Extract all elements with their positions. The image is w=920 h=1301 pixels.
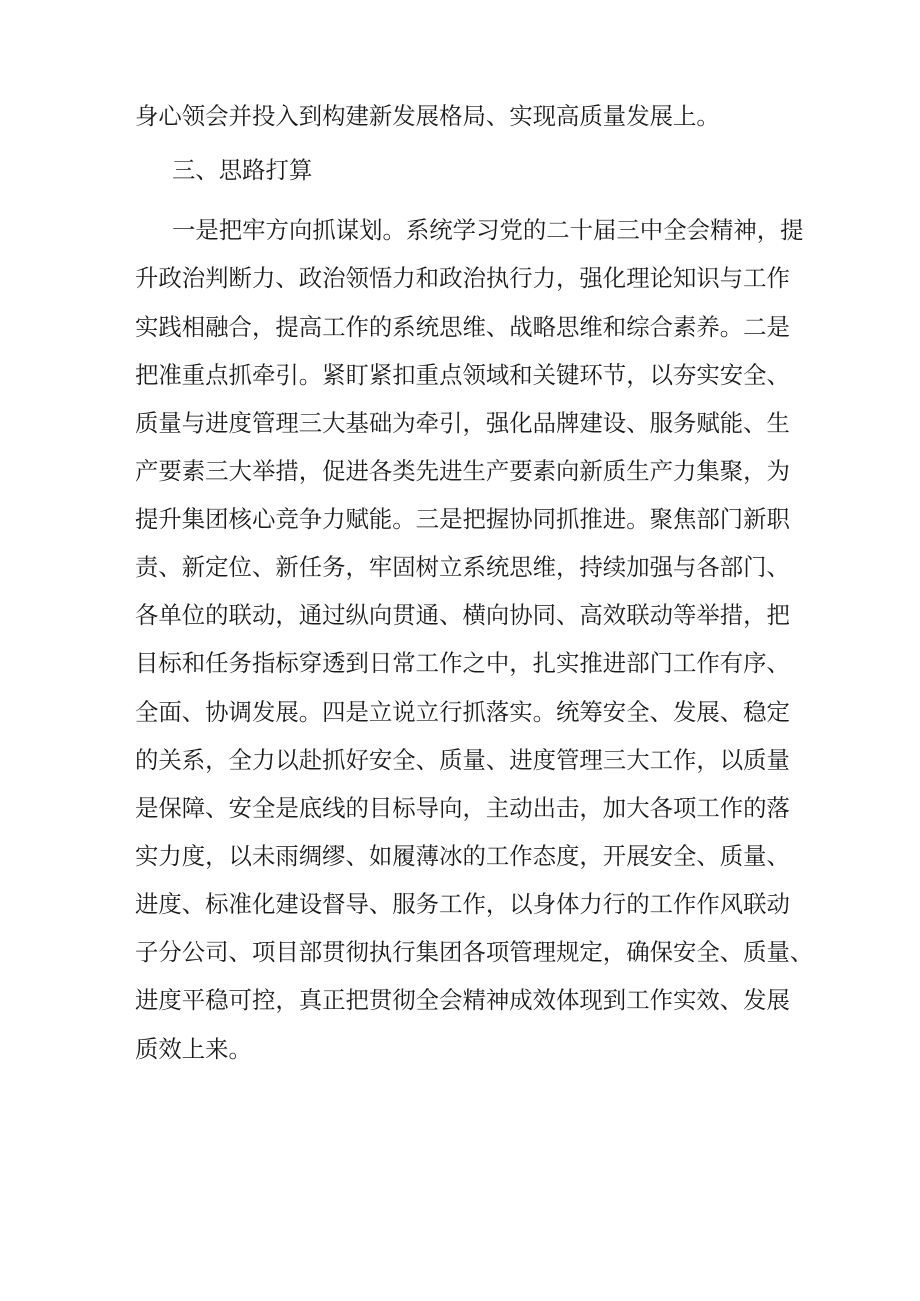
paragraph-line: 产要素三大举措，促进各类先进生产要素向新质生产力集聚，为: [135, 457, 790, 485]
paragraph-line: 实力度，以未雨绸缪、如履薄冰的工作态度，开展安全、质量、: [135, 842, 790, 870]
paragraph-line: 一是把牢方向抓谋划。系统学习党的二十届三中全会精神，提: [172, 216, 804, 244]
paragraph-line: 的关系，全力以赴抓好安全、质量、进度管理三大工作，以质量: [135, 746, 790, 774]
paragraph-line: 责、新定位、新任务，牢固树立系统思维，持续加强与各部门、: [135, 553, 790, 581]
section-heading: 三、思路打算: [172, 156, 313, 184]
paragraph-line: 进度平稳可控，真正把贯彻全会精神成效体现到工作实效、发展: [135, 986, 790, 1014]
paragraph-line: 是保障、安全是底线的目标导向，主动出击，加大各项工作的落: [135, 794, 790, 822]
paragraph-line: 质量与进度管理三大基础为牵引，强化品牌建设、服务赋能、生: [135, 409, 790, 437]
paragraph-line: 把准重点抓牵引。紧盯紧扣重点领域和关键环节，以夯实安全、: [135, 361, 790, 389]
paragraph-line: 进度、标准化建设督导、服务工作，以身体力行的工作作风联动: [135, 890, 790, 918]
paragraph-line: 子分公司、项目部贯彻执行集团各项管理规定，确保安全、质量、: [135, 938, 814, 966]
paragraph-line: 目标和任务指标穿透到日常工作之中，扎实推进部门工作有序、: [135, 649, 790, 677]
paragraph-line: 各单位的联动，通过纵向贯通、横向协同、高效联动等举措，把: [135, 601, 790, 629]
paragraph-line: 升政治判断力、政治领悟力和政治执行力，强化理论知识与工作: [135, 264, 790, 292]
paragraph-line: 身心领会并投入到构建新发展格局、实现高质量发展上。: [135, 102, 720, 130]
paragraph-line: 提升集团核心竞争力赋能。三是把握协同抓推进。聚焦部门新职: [135, 505, 790, 533]
paragraph-line: 全面、协调发展。四是立说立行抓落实。统筹安全、发展、稳定: [135, 698, 790, 726]
paragraph-line: 实践相融合，提高工作的系统思维、战略思维和综合素养。二是: [135, 313, 790, 341]
paragraph-line: 质效上来。: [135, 1035, 252, 1063]
